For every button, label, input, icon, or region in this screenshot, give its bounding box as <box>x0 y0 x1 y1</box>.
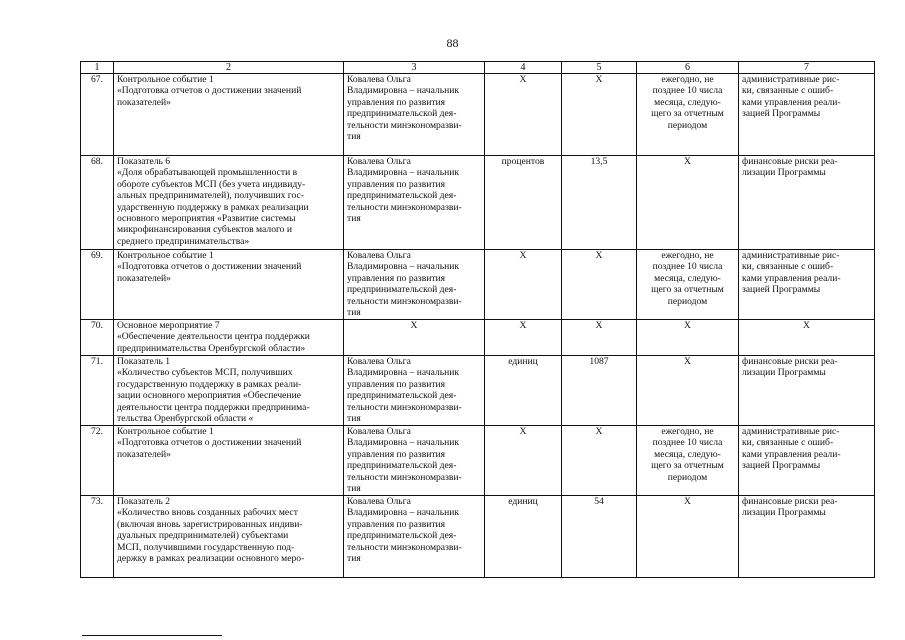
row-description <box>114 250 344 320</box>
row-description-line: «Количество вновь созданных рабочих мест <box>117 507 298 519</box>
row-description-line: Показатель 1 <box>117 356 171 367</box>
row-risks <box>739 250 875 320</box>
row-description-line: Контрольное событие 1 <box>117 426 214 437</box>
row-risks-line: финансовые риски реа- <box>742 496 838 507</box>
row-deadline-line: месяца, следую- <box>654 272 721 284</box>
table-row <box>81 426 875 496</box>
row-risks-line: ками управления реали- <box>742 448 841 460</box>
row-description <box>114 320 344 356</box>
row-responsible-line: тельности минэкономразви- <box>347 471 462 483</box>
row-number: 69. <box>81 250 114 320</box>
row-deadline <box>637 356 739 426</box>
row-description-line: Основное мероприятие 7 <box>117 320 220 331</box>
row-responsible <box>344 250 485 320</box>
row-deadline-line: щего за отчетным <box>651 108 724 120</box>
row-responsible-line: Ковалева Ольга <box>347 496 411 507</box>
row-responsible-line: управления по развития <box>347 178 446 190</box>
program-table <box>80 61 875 578</box>
row-risks-line: ки, связанные с ошиб- <box>742 261 834 273</box>
row-responsible-line: тия <box>347 413 361 425</box>
column-header: 5 <box>562 62 637 74</box>
table-row <box>81 320 875 356</box>
row-responsible-line: тельности минэкономразви- <box>347 119 462 131</box>
row-number: 68. <box>81 156 114 250</box>
row-value: Х <box>562 74 637 156</box>
row-responsible-line: предпринимательской дея- <box>347 390 457 402</box>
row-description-line: зации основного мероприятия «Обеспечение <box>117 390 301 402</box>
row-description-line: показателей» <box>117 272 171 284</box>
row-description-line: микрофинансирования субъектов малого и <box>117 224 293 236</box>
column-header: 6 <box>637 62 739 74</box>
row-unit: Х <box>485 250 562 320</box>
row-description-line: «Подготовка отчетов о достижении значений <box>117 437 302 449</box>
column-header: 1 <box>81 62 114 74</box>
row-responsible-line: Ковалева Ольга <box>347 356 411 367</box>
row-risks-line: лизации Программы <box>742 167 826 179</box>
row-description-line: «Обеспечение деятельности центра поддержки <box>117 331 310 343</box>
table-row <box>81 74 875 156</box>
row-deadline-line: месяца, следую- <box>654 96 721 108</box>
row-description-line: Контрольное событие 1 <box>117 250 214 261</box>
row-number: 67. <box>81 74 114 156</box>
row-responsible-line: управления по развития <box>347 518 446 530</box>
row-responsible <box>344 426 485 496</box>
table-row <box>81 356 875 426</box>
row-description-line: «Доля обрабатывающей промышленности в <box>117 167 298 179</box>
row-responsible-line: Владимировна – начальник <box>347 367 460 379</box>
row-number: 72. <box>81 426 114 496</box>
row-unit: Х <box>485 426 562 496</box>
row-deadline-line: Х <box>684 496 691 507</box>
row-unit: Х <box>485 74 562 156</box>
row-description-line: деятельности центра поддержки предпринима- <box>117 401 310 413</box>
row-responsible-line: предпринимательской дея- <box>347 284 457 296</box>
column-header-row <box>81 62 875 74</box>
row-risks-line: административные рис- <box>742 74 840 85</box>
row-description-line: показателей» <box>117 448 171 460</box>
row-deadline-line: щего за отчетным <box>651 284 724 296</box>
row-description <box>114 496 344 578</box>
row-description-line: дуальных предпринимателей) субъектами <box>117 530 289 542</box>
row-risks-line: зацией Программы <box>742 108 821 120</box>
row-risks <box>739 74 875 156</box>
row-risks-line: административные рис- <box>742 250 840 261</box>
row-deadline-line: Х <box>684 156 691 167</box>
row-deadline-line: позднее 10 числа <box>652 85 723 97</box>
row-deadline-line: ежегодно, не <box>661 426 714 437</box>
row-responsible <box>344 74 485 156</box>
row-risks-line: ки, связанные с ошиб- <box>742 437 834 449</box>
row-responsible-line: Ковалева Ольга <box>347 426 411 437</box>
row-responsible-line: Ковалева Ольга <box>347 250 411 261</box>
row-responsible-line: тия <box>347 483 361 495</box>
row-responsible-line: тельности минэкономразви- <box>347 541 462 553</box>
row-responsible-line: предпринимательской дея- <box>347 530 457 542</box>
row-responsible-line: управления по развития <box>347 96 446 108</box>
row-deadline <box>637 250 739 320</box>
row-risks-line: финансовые риски реа- <box>742 356 838 367</box>
row-description-line: Показатель 6 <box>117 156 171 167</box>
row-deadline-line: Х <box>684 320 691 331</box>
row-risks <box>739 356 875 426</box>
row-deadline <box>637 426 739 496</box>
row-description-line: альных предпринимателей), получивших гос- <box>117 190 304 202</box>
row-deadline <box>637 74 739 156</box>
row-responsible-line: предпринимательской дея- <box>347 460 457 472</box>
row-value: Х <box>562 426 637 496</box>
row-number: 71. <box>81 356 114 426</box>
row-deadline-line: Х <box>684 356 691 367</box>
row-responsible-line: Владимировна – начальник <box>347 507 460 519</box>
row-description <box>114 156 344 250</box>
row-risks-line: лизации Программы <box>742 367 826 379</box>
row-description <box>114 356 344 426</box>
row-description-line: Контрольное событие 1 <box>117 74 214 85</box>
row-responsible-line: управления по развития <box>347 448 446 460</box>
row-deadline-line: периодом <box>667 471 708 483</box>
row-responsible <box>344 356 485 426</box>
row-risks-line: зацией Программы <box>742 284 821 296</box>
row-risks <box>739 320 875 356</box>
row-risks <box>739 496 875 578</box>
row-value: Х <box>562 320 637 356</box>
row-deadline <box>637 156 739 250</box>
row-responsible-line: Ковалева Ольга <box>347 74 411 85</box>
row-responsible-line: тия <box>347 307 361 319</box>
row-unit: единиц <box>485 496 562 578</box>
row-deadline-line: ежегодно, не <box>661 250 714 261</box>
footnote-rule <box>82 635 222 636</box>
row-responsible-line: Владимировна – начальник <box>347 167 460 179</box>
row-risks-line: административные рис- <box>742 426 840 437</box>
column-header: 3 <box>344 62 485 74</box>
row-responsible-line: предпринимательской дея- <box>347 190 457 202</box>
row-deadline-line: ежегодно, не <box>661 74 714 85</box>
row-description-line: Показатель 2 <box>117 496 171 507</box>
row-description-line: МСП, получившими государственную под- <box>117 541 295 553</box>
row-deadline <box>637 320 739 356</box>
row-responsible-line: тельности минэкономразви- <box>347 201 462 213</box>
row-responsible-line: Владимировна – начальник <box>347 437 460 449</box>
row-risks-line: зацией Программы <box>742 460 821 472</box>
row-unit: единиц <box>485 356 562 426</box>
row-description-line: «Подготовка отчетов о достижении значений <box>117 85 302 97</box>
row-deadline-line: периодом <box>667 295 708 307</box>
row-responsible-line: тия <box>347 553 361 565</box>
row-value: Х <box>562 250 637 320</box>
row-unit: Х <box>485 320 562 356</box>
row-description-line: основного мероприятия «Развитие системы <box>117 213 296 225</box>
row-responsible-line: тия <box>347 131 361 143</box>
row-description-line: предпринимательства Оренбургской области» <box>117 342 306 354</box>
row-responsible <box>344 320 485 356</box>
row-risks-line: ки, связанные с ошиб- <box>742 85 834 97</box>
row-risks-line: финансовые риски реа- <box>742 156 838 167</box>
row-risks-line: ками управления реали- <box>742 272 841 284</box>
row-description <box>114 426 344 496</box>
row-risks <box>739 426 875 496</box>
row-risks-line: лизации Программы <box>742 507 826 519</box>
row-responsible-line: Владимировна – начальник <box>347 85 460 97</box>
table-row <box>81 156 875 250</box>
row-deadline-line: щего за отчетным <box>651 460 724 472</box>
row-responsible <box>344 156 485 250</box>
row-deadline-line: периодом <box>667 119 708 131</box>
row-description-line: держку в рамках реализации основного меро- <box>117 553 305 565</box>
row-unit: процентов <box>485 156 562 250</box>
row-description-line: тельства Оренбургской области « <box>117 413 254 425</box>
row-risks <box>739 156 875 250</box>
row-description-line: показателей» <box>117 96 171 108</box>
row-value: 54 <box>562 496 637 578</box>
row-description-line: ударственную поддержку в рамках реализации <box>117 201 309 213</box>
page-number: 88 <box>446 36 459 50</box>
row-description <box>114 74 344 156</box>
table-row <box>81 250 875 320</box>
row-deadline-line: позднее 10 числа <box>652 261 723 273</box>
row-responsible-line: Ковалева Ольга <box>347 156 411 167</box>
row-value: 13,5 <box>562 156 637 250</box>
row-value: 1087 <box>562 356 637 426</box>
column-header: 2 <box>114 62 344 74</box>
row-responsible-line: Х <box>410 320 418 331</box>
row-description-line: «Количество субъектов МСП, получивших <box>117 367 293 379</box>
row-risks-line: Х <box>803 320 810 331</box>
row-responsible-line: тия <box>347 213 361 225</box>
row-deadline <box>637 496 739 578</box>
row-description-line: обороте субъектов МСП (без учета индивиду- <box>117 178 306 190</box>
row-responsible <box>344 496 485 578</box>
row-responsible-line: Владимировна – начальник <box>347 261 460 273</box>
row-responsible-line: управления по развития <box>347 378 446 390</box>
row-description-line: государственную поддержку в рамках реали- <box>117 378 302 390</box>
row-number: 73. <box>81 496 114 578</box>
row-responsible-line: тельности минэкономразви- <box>347 295 462 307</box>
row-description-line: среднего предпринимательства» <box>117 235 250 247</box>
table-row <box>81 496 875 578</box>
row-description-line: «Подготовка отчетов о достижении значений <box>117 261 302 273</box>
row-deadline-line: позднее 10 числа <box>652 437 723 449</box>
column-header: 4 <box>485 62 562 74</box>
row-description-line: (включая вновь зарегистрированных индиви- <box>117 518 303 530</box>
row-deadline-line: месяца, следую- <box>654 448 721 460</box>
column-header: 7 <box>739 62 875 74</box>
row-responsible-line: тельности минэкономразви- <box>347 401 462 413</box>
row-responsible-line: управления по развития <box>347 272 446 284</box>
row-responsible-line: предпринимательской дея- <box>347 108 457 120</box>
row-number: 70. <box>81 320 114 356</box>
row-risks-line: ками управления реали- <box>742 96 841 108</box>
